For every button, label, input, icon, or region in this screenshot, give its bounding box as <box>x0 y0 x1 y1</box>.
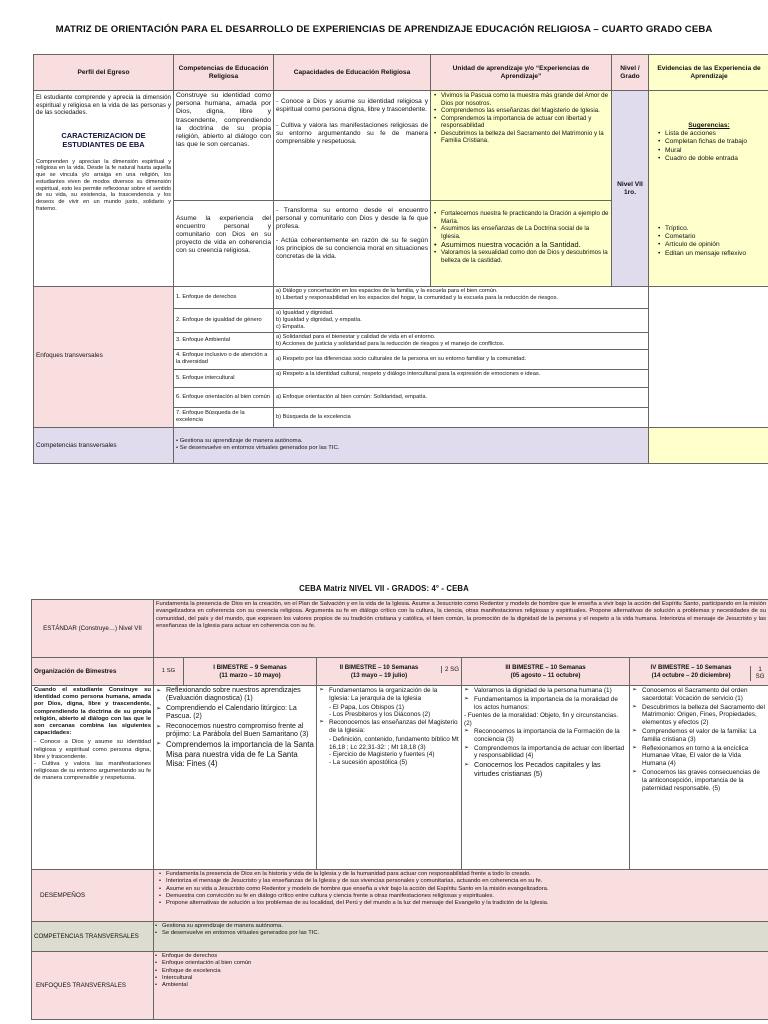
enfoque-item: • Intercultural <box>162 975 766 982</box>
enfoques-label: ENFOQUES TRANSVERSALES <box>32 952 154 1020</box>
bimestre-2-content <box>317 686 462 870</box>
matrix-2-title: CEBA Matriz NIVEL VII - GRADOS: 4° - CEBA <box>299 584 469 593</box>
enfoque-item: b) Búsqueda de la excelencia <box>276 413 351 420</box>
enfoque-name: 3. Enfoque Ambiental <box>174 333 274 350</box>
enfoque-name: 4. Enfoque inclusivo o de atención a la diversidad <box>174 349 274 369</box>
comp-trans-item: • Se desenvuelve en entornos virtuales generados por las TIC. <box>162 930 766 937</box>
unidad-1-item: • Comprendemos las enseñanzas del Magisterio de Iglesia. <box>441 107 609 115</box>
b1-item: ➢ Comprendemos la importancia de la Santa Misa para nuestra vida de fe La Santa Misa: Fines (4) <box>166 740 314 768</box>
org-bimestres-label: Organización de Bimestres <box>32 658 154 686</box>
perfil-text: El estudiante comprende y aprecia la dimensión espiritual y religiosa en la vida de las personas y de las sociedades. <box>36 94 171 116</box>
unidad-1 <box>431 91 612 201</box>
evidencia-item: • Cometario <box>665 233 767 241</box>
sugerencia-item: • Completan fichas de trabajo <box>665 138 767 146</box>
b3-item: ➢ Conocemos los Pecados capitales y las virtudes cristianas (5) <box>474 761 627 778</box>
comp-trans-label: COMPETENCIAS TRANSVERSALES <box>32 922 154 952</box>
enfoque-item: • Enfoque de derechos <box>162 953 766 960</box>
unidad-2-item: • Asumimos las enseñanzas de La Doctrina social de la Iglesia. <box>441 225 609 240</box>
bimestre-sg: 1 SG <box>750 666 766 681</box>
comp-trans-item: • Gestiona su aprendizaje de manera autónoma. <box>176 437 303 444</box>
competencia-1: Construye su identidad como persona humana, amada por Dios, digna, libre y trascendente, comprendiendo la doctrina de su propia religión, abierto al diálogo con las que le son cercanas. <box>174 91 274 201</box>
b4-item: ➢ Conocemos las graves consecuencias de la anticoncepción, importancia de la paternidad responsable. (5) <box>642 769 766 792</box>
header-evidencias: Evidencias de las Experiencia de Aprendizaje <box>649 55 768 91</box>
competencias-transversales-title: Competencias transversales <box>34 427 174 463</box>
comp-trans-list <box>154 922 768 952</box>
enfoque-item: a) Igualdad y dignidad. <box>276 310 334 316</box>
comp-trans-item: • Se desenvuelve en entornos virtuales generados por las TIC. <box>176 445 340 452</box>
enfoque-item: a) Solidaridad para el bienestar y calidad de vida en el entorno. <box>276 334 436 340</box>
desempeno-item: • Fundamenta la presencia de Dios en la historia y vida de la Iglesia y de la humanidad para actuar con responsabilidad frente a todo lo creado. <box>166 871 766 878</box>
unidad-1-item: • Vivimos la Pascua como la muestra más grande del Amor de Dios por nosotros. <box>441 92 609 107</box>
perfil-cell <box>34 91 174 287</box>
desempeno-item: • Asume en su vida a Jesucristo como Redentor y modelo de hombre que enseña a vivir bajo la acción del Espíritu Santo en la misión evangelizadora. <box>166 886 766 893</box>
enfoque-item: c) Empatía. <box>276 323 306 330</box>
desempeno-item: • Demuestra con convicción su fe en diálogo crítico entre cultura y ciencia frente a otras manifestaciones religiosas y espirituales. <box>166 893 766 900</box>
capacidades-cell <box>32 686 154 870</box>
estandar-text: Fundamenta la presencia de Dios en la creación, en el Plan de Salvación y en la vida de la Iglesia. Asume a Jesucristo como Redentor y modelo de hombre que le enseña a vivir bajo la acción del Espíritu Santo, participando en la misión evangelizadora en coherencia con su creencia religiosa. Argumenta su fe en diálogo crítico con la cultura, la ciencia, otras manifestaciones religiosas y espirituales. Propone alternativas de solución a problemas y necesidades de su comunidad, del país y del mundo, que expresen los valores propios de su tradición cristiana y católica, el bien común, la promoción de la dignidad de la persona y el respeto a la vida humana. Interioriza el mensaje de Jesucristo y las enseñanzas de la Iglesia para actuar en coherencia con su fe. <box>154 600 768 658</box>
enfoque-items <box>274 369 649 387</box>
header-unidad: Unidad de aprendizaje y/o “Experiencias de Aprendizaje” <box>431 55 612 91</box>
b2-sub: - Definición, contenido, fundamento bíblico Mt 16,18 ; Lc 22,31-32: ; Mt 18,18 (3) <box>329 735 459 751</box>
left-cap: - Conoce a Dios y asume su identidad religiosa y espiritual como persona digna, libre y trascendente. <box>34 739 151 760</box>
orientation-matrix-table <box>33 54 768 464</box>
desempeno-item: • Interioriza el mensaje de Jesucristo y las enseñanzas de la Iglesia y de sus vivencias personales y comunitarias, actuando en coherencia en su fe. <box>166 878 766 885</box>
b4-item: ➢ Reflexionamos en torno a la encíclica Humanae Vitae, El valor de la Vida Humana (4) <box>642 745 766 768</box>
competencia-2: Asume la experiencia del encuentro personal y comunitario con Dios en su proyecto de vida en coherencia con su creencia religiosa. <box>174 201 274 287</box>
ceba-matrix-table <box>31 599 768 1020</box>
unidad-1-item: • Comprendemos la importancia de actuar con libertad y responsabilidad <box>441 115 609 130</box>
b2-item: ➢ Fundamentamos la organización de la Iglesia: La jerarquía de la Iglesia <box>329 687 459 703</box>
capacidad-2b: - Actúa coherentemente en razón de su fe según los principios de su conciencia moral en situaciones concretas de la vida. <box>276 237 428 261</box>
unidad-2-item: • Valoramos la sexualidad como don de Dios y descubrimos la belleza de la castidad. <box>441 249 609 264</box>
enfoques-title: Enfoques transversales <box>34 287 174 428</box>
estandar-label: ESTÁNDAR (Construye…) Nivel VII <box>32 600 154 658</box>
header-capacidades: Capacidades de Educación Religiosa <box>274 55 431 91</box>
enfoque-items <box>274 287 649 309</box>
capacidades-2 <box>274 201 431 287</box>
evidencia-item: • Editan un mensaje reflexivo <box>665 250 767 258</box>
desempenos-label: DESEMPEÑOS <box>32 870 154 922</box>
b4-item: ➢ Conocemos el Sacramento del orden sacerdotal: Vocación de servicio (1) <box>642 687 766 703</box>
b3-item: ➢ Reconocemos la importancia de la Formación de la conciencia (3) <box>474 728 627 744</box>
bimestre-sg: 1 SG <box>154 658 184 686</box>
bimestre-3-header: III BIMESTRE – 10 Semanas (05 agosto – 11 octubre) <box>462 658 630 686</box>
evidencia-item: • Tríptico. <box>665 225 767 233</box>
enfoque-items <box>274 349 649 369</box>
enfoques-list <box>154 952 768 1020</box>
comp-trans-item: • Gestiona su aprendizaje de manera autónoma. <box>162 923 766 930</box>
evidencias-empty <box>649 427 768 463</box>
header-perfil: Perfil del Egreso <box>34 55 174 91</box>
unidad-2-item: • Fortalecemos nuestra fe practicando la Oración a ejemplo de María. <box>441 210 609 225</box>
enfoque-item: a) Respeto a la identidad cultural, respeto y diálogo intercultural para la expresión de emociones e ideas. <box>276 370 541 377</box>
desempenos-list <box>154 870 768 922</box>
enfoque-items <box>274 387 649 407</box>
capacidad-1b: - Cultiva y valora las manifestaciones religiosas de su entorno argumentando su fe de manera comprensible y respetuosa. <box>276 122 428 146</box>
b2-sub: - La sucesión apostólica (5) <box>329 759 408 767</box>
enfoque-item: a) Respeto por las diferencias socio culturales de la persona en su entorno familiar y la comunidad. <box>276 355 527 362</box>
b2-sub: - Ejercicio de Magisterio y fuentes (4) <box>329 751 435 759</box>
nivel-value: Nivel VII 1ro. <box>612 91 649 287</box>
b2-item: ➢ Reconocemos las enseñanzas del Magisterio de la Iglesia: <box>329 719 459 735</box>
b4-item: ➢ Comprendemos el valor de la familia: La familia cristiana (3) <box>642 728 766 744</box>
enfoque-items <box>274 333 649 350</box>
b1-item: ➢ Reflexionando sobre nuestros aprendizajes (Evaluación diagnostica) (1) <box>166 687 314 704</box>
bimestre-4-content <box>630 686 768 870</box>
bimestre-sg: 2 SG <box>441 666 459 673</box>
b3-item: ➢ Comprendemos la importancia de actuar con libertad y responsabilidad (4) <box>474 745 627 761</box>
enfoque-item: • Ambiental <box>162 982 766 989</box>
sugerencias-title: Sugerencias: <box>688 122 730 129</box>
bimestre-4-header: IV BIMESTRE – 10 Semanas (14 octubre – 20 diciembre) 1 SG <box>630 658 768 686</box>
bimestre-2-header: II BIMESTRE – 10 Semanas (13 mayo – 19 julio) 2 SG <box>317 658 462 686</box>
sugerencia-item: • Lista de acciones <box>665 130 767 138</box>
enfoque-name: 2. Enfoque de igualdad de género <box>174 309 274 333</box>
caracterizacion-text: Comprenden y aprecian la dimensión espiritual y religiosa en la vida. Desde la fe natural hasta aquella que se vincula y/o arraiga en una religión, los estudiantes viven de modos diversos su dimensión espiritual, esto les permite reflexionar sobre el sentido de su vida, su existencia, la trascendencia y los deseos de vivir en un mundo justo, solidario y fraterno. <box>36 158 171 213</box>
bimestre-1-content <box>154 686 317 870</box>
enfoque-items <box>274 309 649 333</box>
b4-item: ➢ Descubrimos la belleza del Sacramento del Matrimonio: Origen, Fines, Propiedades, elementos y efectos (2) <box>642 704 766 727</box>
b2-sub: - El Papa, Los Obispos (1) <box>329 703 404 711</box>
desempeno-item: • Propone alternativas de solución a los problemas de su localidad, del Perú y del mundo a la luz del mensaje del Evangelio y la tradición de la Iglesia. <box>166 900 766 907</box>
capacidades-1 <box>274 91 431 201</box>
enfoque-item: • Enfoque orientación al bien común <box>162 960 766 967</box>
bimestre-1-header: I BIMESTRE – 9 Semanas (11 marzo – 10 mayo) <box>184 658 317 686</box>
document-title: MATRIZ DE ORIENTACIÓN PARA EL DESARROLLO DE EXPERIENCIAS DE APRENDIZAJE EDUCACIÓN RELIGIOSA – CUARTO GRADO CEBA <box>55 24 713 35</box>
capacidad-2a: - Transforma su entorno desde el encuentro personal y comunitario con Dios y desde la fe que profesa. <box>276 207 428 231</box>
sugerencia-item: • Cuadro de doble entrada <box>665 155 767 163</box>
competencias-transversales-list <box>174 427 649 463</box>
enfoque-item: a) Diálogo y concertación en los espacios de la familia, y la escuela para el bien común. <box>276 288 498 294</box>
enfoque-name: 5. Enfoque intercultural <box>174 369 274 387</box>
sugerencia-item: • Mural <box>665 147 767 155</box>
enfoque-item: b) Acciones de justicia y solidaridad para la reducción de riesgos y el manejo de conflictos. <box>276 340 505 347</box>
unidad-1-item: • Descubrimos la belleza del Sacramento del Matrimonio y la Familia Cristiana. <box>441 130 609 145</box>
enfoque-item: b) Igualdad y dignidad, y empatía. <box>276 316 362 323</box>
left-intro: Cuando el estudiante Construye su identidad como persona humana, amada por Dios, digna, libre y trascendente, comprendiendo la doctrina de su propia religión, abierto al diálogo con las que le son cercanas combina las siguientes capacidades: <box>34 687 151 737</box>
b3-sub: - Fuentes de la moralidad: Objeto, fin y circunstancias. (2) <box>464 712 619 728</box>
enfoque-name: 1. Enfoque de derechos <box>174 287 274 309</box>
header-nivel: Nivel / Grado <box>612 55 649 91</box>
enfoque-items <box>274 407 649 427</box>
enfoque-name: 7. Enfoque Búsqueda de la excelencia <box>174 407 274 427</box>
b3-item: ➢ Valoramos la dignidad de la persona humana (1) <box>474 687 627 695</box>
enfoque-name: 6. Enfoque orientación al bien común <box>174 387 274 407</box>
enfoque-item: a) Enfoque orientación al bien común: Solidaridad, empatía. <box>276 393 428 400</box>
b1-item: ➢ Reconocemos nuestro compromiso frente al prójimo: La Parábola del Buen Samaritano (3) <box>166 723 314 740</box>
capacidad-1a: - Conoce a Dios y asume su identidad religiosa y espiritual como persona digna, libre y trascendente. <box>276 98 428 114</box>
unidad-2-item: • Asumimos nuestra vocación a la Santidad. <box>441 240 609 249</box>
b3-item: ➢ Fundamentamos la importancia de la moralidad de los actos humanos: <box>474 696 627 712</box>
left-cap: - Cultiva y valora las manifestaciones religiosas de su entorno argumentando su fe de manera comprensible y respetuosa. <box>34 761 152 782</box>
header-competencias: Competencias de Educación Religiosa <box>174 55 274 91</box>
evidencias-cell <box>649 91 768 287</box>
enfoque-item: b) Libertad y responsabilidad en los espacios del hogar, la comunidad y la escuela para la reducción de riesgos. <box>276 294 559 301</box>
unidad-2 <box>431 201 612 287</box>
evidencia-item: • Artículo de opinión <box>665 241 767 249</box>
b2-sub: - Los Presbiteros y los Diáconos (2) <box>329 711 431 719</box>
b1-item: ➢ Comprendiendo el Calendario litúrgico: La Pascua. (2) <box>166 705 314 722</box>
caracterizacion-title: CARACTERIZACION DE ESTUDIANTES DE EBA <box>61 130 146 149</box>
bimestre-3-content <box>462 686 630 870</box>
enfoque-item: • Enfoque de excelencia <box>162 968 766 975</box>
